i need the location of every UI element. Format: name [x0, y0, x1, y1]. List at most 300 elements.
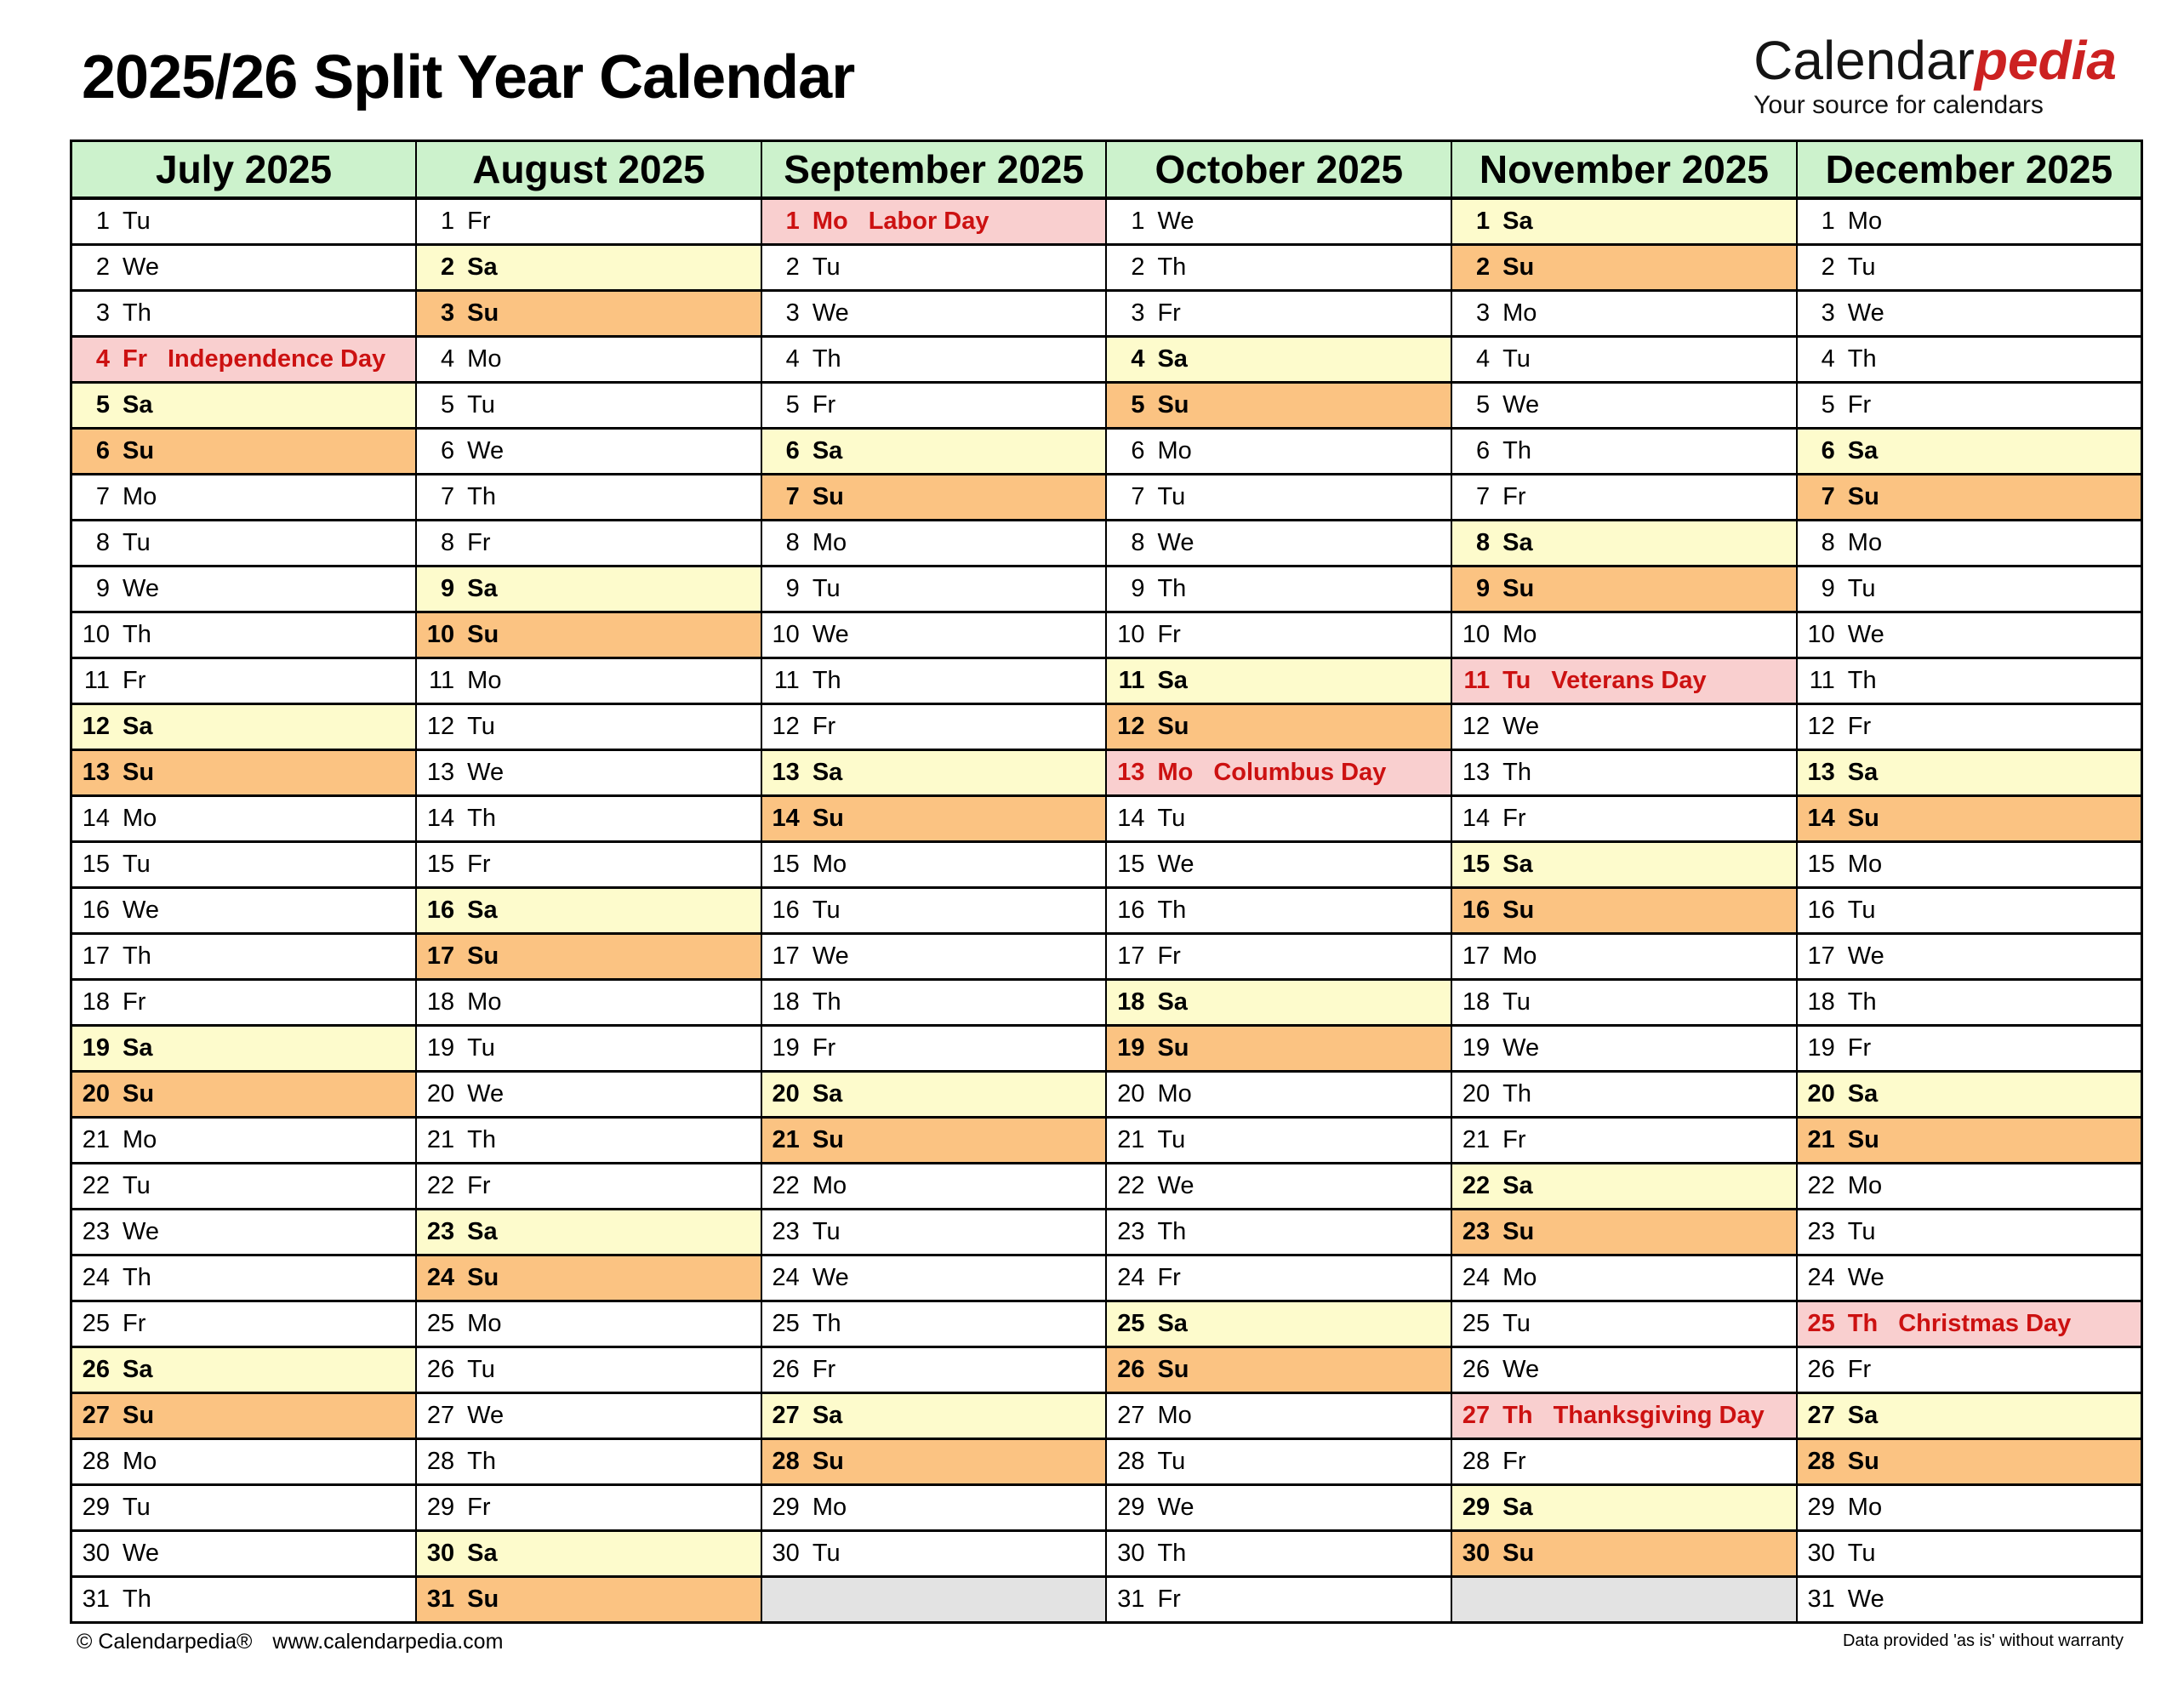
month-header: September 2025 [761, 141, 1107, 199]
day-cell [71, 795, 417, 841]
weekday-abbr: Mo [467, 666, 502, 694]
day-cell [416, 979, 761, 1025]
day-cell [1451, 1071, 1797, 1117]
weekday-abbr: We [812, 620, 849, 648]
logo-calendar-text: Calendar [1753, 30, 1975, 91]
day-cell [1797, 703, 2142, 749]
weekday-abbr: Th [812, 1309, 841, 1337]
weekday-abbr: Mo [123, 1447, 157, 1475]
weekday-abbr: Fr [467, 528, 491, 556]
day-number: 14 [1117, 804, 1145, 832]
calendar-body [71, 198, 2142, 1622]
day-number: 23 [1117, 1217, 1145, 1245]
day-cell [71, 979, 417, 1025]
weekday-abbr: Su [123, 436, 155, 464]
day-number: 3 [1131, 299, 1145, 327]
month-header: October 2025 [1106, 141, 1451, 199]
weekday-abbr: Su [467, 1585, 499, 1613]
weekday-abbr: Fr [1157, 942, 1181, 970]
day-number: 31 [1807, 1585, 1835, 1613]
weekday-abbr: We [1502, 1033, 1540, 1062]
day-number: 3 [1821, 299, 1835, 327]
day-number: 11 [83, 666, 110, 694]
day-cell [761, 1346, 1107, 1392]
day-cell [416, 1025, 761, 1071]
day-number: 19 [82, 1033, 110, 1062]
day-cell [1797, 244, 2142, 290]
day-cell [1106, 1392, 1451, 1438]
day-number: 5 [785, 390, 800, 418]
day-number: 13 [1807, 758, 1835, 786]
day-number: 19 [1462, 1033, 1491, 1062]
day-number: 17 [1462, 942, 1491, 970]
day-number: 27 [82, 1401, 110, 1429]
day-cell [1106, 336, 1451, 382]
weekday-abbr: Sa [1847, 1401, 1879, 1429]
day-cell [71, 749, 417, 795]
weekday-abbr: We [812, 1263, 849, 1291]
day-cell [71, 1530, 417, 1576]
day-number: 22 [772, 1171, 800, 1199]
weekday-abbr: Fr [123, 988, 146, 1016]
day-cell [761, 1392, 1107, 1438]
day-cell [71, 887, 417, 933]
day-cell [761, 841, 1107, 887]
empty-cell [1451, 1576, 1797, 1622]
weekday-abbr: Su [1157, 1355, 1189, 1383]
day-cell [71, 1255, 417, 1301]
weekday-abbr: Th [123, 1263, 151, 1291]
day-cell [1451, 795, 1797, 841]
day-cell [1106, 1530, 1451, 1576]
day-cell [1106, 1346, 1451, 1392]
day-number: 2 [1131, 253, 1145, 281]
table-row [71, 1071, 2142, 1117]
weekday-abbr: Mo [467, 344, 502, 373]
day-cell [1106, 382, 1451, 428]
weekday-abbr: Tu [812, 1539, 841, 1567]
logo-tagline: Your source for calendars [1753, 91, 2044, 120]
day-cell [1451, 1209, 1797, 1255]
table-row [71, 1163, 2142, 1209]
day-cell [416, 290, 761, 336]
day-number: 27 [1117, 1401, 1145, 1429]
weekday-abbr: Fr [1157, 1263, 1181, 1291]
day-cell [1106, 795, 1451, 841]
weekday-abbr: Tu [812, 1217, 841, 1245]
day-cell [761, 749, 1107, 795]
weekday-abbr: Su [812, 1125, 844, 1153]
day-number: 22 [426, 1171, 455, 1199]
weekday-abbr: Fr [123, 666, 146, 694]
day-number: 2 [1475, 253, 1491, 281]
day-number: 19 [1117, 1033, 1145, 1062]
day-number: 18 [426, 988, 455, 1016]
day-cell [1451, 841, 1797, 887]
day-cell [1106, 290, 1451, 336]
day-cell [761, 520, 1107, 566]
weekday-abbr: Su [1502, 1217, 1535, 1245]
weekday-abbr: Tu [1502, 1309, 1531, 1337]
weekday-abbr: Tu [467, 390, 495, 418]
table-row [71, 1301, 2142, 1346]
day-cell [761, 566, 1107, 612]
day-number: 16 [82, 896, 110, 924]
day-cell [761, 382, 1107, 428]
day-number: 28 [82, 1447, 110, 1475]
weekday-abbr: Tu [1847, 574, 1876, 602]
day-number: 4 [785, 344, 800, 373]
day-number: 14 [772, 804, 800, 832]
day-cell [1797, 1392, 2142, 1438]
day-cell [71, 1209, 417, 1255]
weekday-abbr: We [812, 942, 849, 970]
weekday-abbr: Mo [1847, 528, 1883, 556]
day-cell [1106, 1255, 1451, 1301]
day-cell [71, 520, 417, 566]
weekday-abbr: Th [123, 1585, 151, 1613]
weekday-abbr: We [467, 758, 505, 786]
day-number: 21 [1462, 1125, 1491, 1153]
day-number: 18 [82, 988, 110, 1016]
day-cell [1797, 795, 2142, 841]
weekday-abbr: We [1157, 1171, 1194, 1199]
day-cell [1106, 1576, 1451, 1622]
day-number: 9 [1475, 574, 1491, 602]
table-row [71, 1255, 2142, 1301]
weekday-abbr: We [1157, 1493, 1194, 1521]
day-cell [71, 1163, 417, 1209]
day-cell [1797, 1576, 2142, 1622]
table-row [71, 841, 2142, 887]
weekday-abbr: Fr [467, 850, 491, 878]
logo-wordmark[interactable] [1753, 32, 2117, 89]
day-cell [416, 244, 761, 290]
weekday-abbr: Mo [812, 1171, 847, 1199]
weekday-abbr: Sa [812, 1079, 843, 1107]
day-cell [1106, 658, 1451, 703]
day-cell [1106, 1117, 1451, 1163]
day-cell [416, 1255, 761, 1301]
day-number: 26 [426, 1355, 455, 1383]
day-cell [1797, 1530, 2142, 1576]
table-row [71, 1346, 2142, 1392]
day-number: 2 [95, 253, 110, 281]
weekday-abbr: Su [1847, 482, 1879, 510]
weekday-abbr: We [1847, 942, 1884, 970]
day-number: 4 [1475, 344, 1491, 373]
day-number: 17 [426, 942, 455, 970]
day-number: 14 [1807, 804, 1835, 832]
weekday-abbr: Th [467, 1447, 496, 1475]
day-number: 29 [1462, 1493, 1491, 1521]
weekday-abbr: Sa [1502, 528, 1533, 556]
day-cell [416, 566, 761, 612]
weekday-abbr: Fr [467, 207, 491, 235]
copyright-text: © Calendarpedia® [77, 1630, 253, 1654]
weekday-abbr: Sa [1157, 988, 1188, 1016]
weekday-abbr: Th [467, 804, 496, 832]
day-number: 10 [1462, 620, 1491, 648]
day-cell [71, 474, 417, 520]
day-cell [1451, 1025, 1797, 1071]
day-number: 24 [82, 1263, 110, 1291]
day-number: 1 [95, 207, 110, 235]
day-cell [1451, 198, 1797, 244]
day-number: 9 [1131, 574, 1145, 602]
day-cell [1106, 933, 1451, 979]
weekday-abbr: Su [1847, 1447, 1879, 1475]
day-cell [1106, 474, 1451, 520]
day-cell [1797, 841, 2142, 887]
day-number: 24 [772, 1263, 800, 1291]
weekday-abbr: Sa [1502, 1493, 1533, 1521]
weekday-abbr: We [123, 1217, 159, 1245]
table-row [71, 198, 2142, 244]
weekday-abbr: Su [123, 1401, 155, 1429]
day-cell [1797, 1346, 2142, 1392]
weekday-abbr: Tu [1847, 253, 1876, 281]
day-number: 4 [95, 344, 110, 373]
weekday-abbr: Sa [1502, 1171, 1533, 1199]
day-cell [1451, 336, 1797, 382]
day-number: 21 [772, 1125, 800, 1153]
weekday-abbr: Su [467, 1263, 499, 1291]
day-cell [1451, 1530, 1797, 1576]
day-cell [416, 1301, 761, 1346]
day-number: 12 [772, 712, 800, 740]
day-cell [416, 841, 761, 887]
table-row [71, 795, 2142, 841]
weekday-abbr: Mo [467, 1309, 502, 1337]
table-row [71, 290, 2142, 336]
day-number: 29 [426, 1493, 455, 1521]
footer-copyright [77, 1630, 503, 1654]
day-cell [761, 933, 1107, 979]
day-number: 10 [426, 620, 455, 648]
weekday-abbr: Mo [812, 207, 848, 235]
day-number: 5 [1475, 390, 1491, 418]
weekday-abbr: Fr [1847, 712, 1872, 740]
day-cell [1451, 703, 1797, 749]
day-cell [1451, 1301, 1797, 1346]
weekday-abbr: Th [812, 988, 841, 1016]
day-cell [761, 336, 1107, 382]
day-cell [1797, 474, 2142, 520]
table-row [71, 520, 2142, 566]
weekday-abbr: Fr [1847, 390, 1872, 418]
day-cell [1797, 336, 2142, 382]
day-cell [761, 290, 1107, 336]
day-cell [71, 1438, 417, 1484]
day-number: 21 [82, 1125, 110, 1153]
website-url[interactable]: www.calendarpedia.com [272, 1630, 504, 1654]
day-cell [761, 474, 1107, 520]
day-cell [416, 1163, 761, 1209]
day-number: 5 [441, 390, 455, 418]
weekday-abbr: We [123, 1539, 159, 1567]
day-cell [71, 198, 417, 244]
day-cell [71, 244, 417, 290]
day-number: 10 [82, 620, 110, 648]
day-cell [416, 474, 761, 520]
day-cell [761, 979, 1107, 1025]
weekday-abbr: Th [467, 482, 496, 510]
day-number: 6 [95, 436, 110, 464]
day-number: 10 [1117, 620, 1145, 648]
table-row [71, 382, 2142, 428]
day-cell [1797, 887, 2142, 933]
day-cell [416, 382, 761, 428]
table-row [71, 428, 2142, 474]
day-cell [1797, 933, 2142, 979]
day-number: 30 [426, 1539, 455, 1567]
day-cell [1797, 1117, 2142, 1163]
weekday-abbr: Su [467, 942, 499, 970]
day-cell [1797, 1438, 2142, 1484]
weekday-abbr: Mo [1157, 1079, 1192, 1107]
weekday-abbr: Mo [812, 850, 847, 878]
day-cell [71, 1392, 417, 1438]
day-cell [1106, 841, 1451, 887]
day-cell [1797, 979, 2142, 1025]
day-number: 12 [1462, 712, 1491, 740]
day-number: 1 [785, 207, 800, 235]
table-row [71, 703, 2142, 749]
day-cell [761, 1255, 1107, 1301]
day-cell [1797, 1484, 2142, 1530]
weekday-abbr: Sa [812, 436, 843, 464]
weekday-abbr: Tu [812, 896, 841, 924]
day-number: 14 [82, 804, 110, 832]
weekday-abbr: Su [1502, 896, 1535, 924]
weekday-abbr: Mo [123, 482, 157, 510]
day-cell [761, 1301, 1107, 1346]
weekday-abbr: Fr [1157, 620, 1181, 648]
day-number: 11 [773, 666, 800, 694]
holiday-name: Columbus Day [1213, 758, 1387, 786]
day-number: 31 [1117, 1585, 1145, 1613]
weekday-abbr: Tu [1157, 1447, 1186, 1475]
month-header-row [71, 141, 2142, 199]
weekday-abbr: Th [1157, 253, 1187, 281]
day-cell [1451, 933, 1797, 979]
day-cell [1797, 1255, 2142, 1301]
calendar-table [70, 139, 2143, 1624]
weekday-abbr: Tu [1502, 344, 1531, 373]
weekday-abbr: Tu [123, 1493, 151, 1521]
logo-pedia-text: pedia [1974, 30, 2117, 91]
day-cell [1106, 1163, 1451, 1209]
day-cell [1451, 887, 1797, 933]
holiday-name: Independence Day [168, 344, 386, 373]
day-number: 11 [1118, 666, 1145, 694]
day-number: 22 [1462, 1171, 1491, 1199]
day-number: 12 [1807, 712, 1835, 740]
weekday-abbr: Th [1157, 574, 1187, 602]
day-number: 10 [1807, 620, 1835, 648]
weekday-abbr: Sa [123, 390, 153, 418]
day-number: 2 [1821, 253, 1835, 281]
day-number: 24 [1117, 1263, 1145, 1291]
day-cell [71, 1301, 417, 1346]
day-number: 16 [1462, 896, 1491, 924]
day-number: 12 [426, 712, 455, 740]
logo[interactable] [1753, 32, 2117, 120]
day-number: 22 [82, 1171, 110, 1199]
weekday-abbr: Th [1502, 758, 1531, 786]
day-number: 31 [82, 1585, 110, 1613]
table-row [71, 1392, 2142, 1438]
weekday-abbr: Tu [1502, 666, 1531, 694]
day-cell [416, 336, 761, 382]
weekday-abbr: Su [123, 1079, 155, 1107]
holiday-name: Veterans Day [1551, 666, 1707, 694]
day-number: 15 [772, 850, 800, 878]
weekday-abbr: Th [1847, 344, 1877, 373]
day-number: 25 [426, 1309, 455, 1337]
day-number: 20 [1462, 1079, 1491, 1107]
weekday-abbr: Fr [1157, 299, 1181, 327]
day-cell [761, 244, 1107, 290]
day-number: 2 [441, 253, 455, 281]
day-cell [1106, 887, 1451, 933]
weekday-abbr: Sa [467, 896, 498, 924]
day-cell [1106, 244, 1451, 290]
holiday-name: Labor Day [868, 207, 989, 235]
day-cell [1106, 1484, 1451, 1530]
day-number: 30 [772, 1539, 800, 1567]
day-number: 17 [772, 942, 800, 970]
day-cell [416, 1576, 761, 1622]
day-cell [71, 1576, 417, 1622]
table-row [71, 1209, 2142, 1255]
day-number: 13 [426, 758, 455, 786]
day-cell [1106, 1071, 1451, 1117]
day-cell [416, 1484, 761, 1530]
weekday-abbr: Th [812, 666, 841, 694]
day-number: 11 [429, 666, 455, 694]
weekday-abbr: Tu [123, 207, 151, 235]
weekday-abbr: Sa [467, 1217, 498, 1245]
month-header: December 2025 [1797, 141, 2142, 199]
weekday-abbr: We [467, 436, 505, 464]
weekday-abbr: Th [1502, 1079, 1531, 1107]
weekday-abbr: We [1502, 390, 1540, 418]
weekday-abbr: Mo [1157, 1401, 1192, 1429]
day-number: 23 [426, 1217, 455, 1245]
holiday-name: Thanksgiving Day [1553, 1401, 1765, 1429]
day-cell [416, 198, 761, 244]
day-cell [71, 1346, 417, 1392]
day-cell [761, 795, 1107, 841]
weekday-abbr: Fr [1502, 482, 1526, 510]
weekday-abbr: Fr [467, 1171, 491, 1199]
day-number: 6 [1131, 436, 1145, 464]
day-cell [1106, 979, 1451, 1025]
weekday-abbr: Tu [812, 574, 841, 602]
day-cell [761, 1484, 1107, 1530]
weekday-abbr: Th [1502, 436, 1531, 464]
day-cell [1797, 1301, 2142, 1346]
day-number: 11 [1809, 666, 1835, 694]
weekday-abbr: Su [1502, 253, 1535, 281]
day-number: 19 [426, 1033, 455, 1062]
day-number: 29 [1807, 1493, 1835, 1521]
day-number: 15 [1462, 850, 1491, 878]
table-row [71, 244, 2142, 290]
weekday-abbr: Fr [812, 712, 836, 740]
